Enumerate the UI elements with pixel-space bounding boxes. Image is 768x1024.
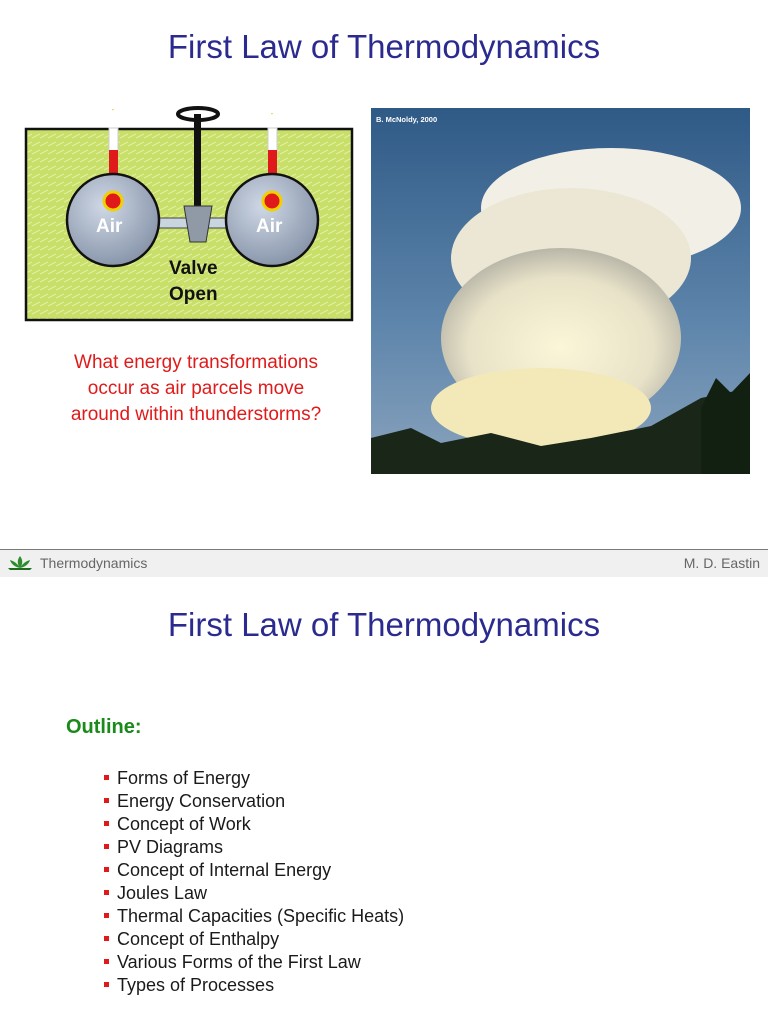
footer-author: M. D. Eastin	[683, 555, 760, 571]
bullet-icon	[104, 913, 109, 918]
valve-label-line2: Open	[169, 284, 218, 305]
footer-bar	[0, 549, 768, 577]
slide-2	[0, 578, 768, 1024]
bullet-icon	[104, 775, 109, 780]
bullet-icon	[104, 798, 109, 803]
svg-text:-: -	[111, 105, 115, 114]
list-item: Various Forms of the First Law	[104, 951, 404, 974]
bullet-icon	[104, 844, 109, 849]
slide-title: First Law of Thermodynamics	[167, 606, 601, 643]
list-item: Forms of Energy	[104, 767, 404, 790]
thunderstorm-photo	[371, 108, 750, 474]
bullet-icon	[104, 959, 109, 964]
right-air-label: Air	[256, 216, 283, 237]
bullet-icon	[104, 867, 109, 872]
outline-heading: Outline:	[66, 716, 142, 738]
outline-list	[104, 767, 404, 997]
question-text: What energy transformations occur as air parcels move around within thunderstorms?	[70, 352, 322, 425]
list-item: Concept of Internal Energy	[104, 859, 404, 882]
bullet-icon	[104, 890, 109, 895]
list-item: Types of Processes	[104, 974, 404, 997]
list-item: Concept of Enthalpy	[104, 928, 404, 951]
slide-title: First Law of Thermodynamics	[167, 28, 601, 65]
bullet-icon	[104, 821, 109, 826]
list-item: Joules Law	[104, 882, 404, 905]
svg-text:-: -	[270, 109, 274, 118]
list-item: Thermal Capacities (Specific Heats)	[104, 905, 404, 928]
left-air-label: Air	[96, 216, 123, 237]
list-item: Energy Conservation	[104, 790, 404, 813]
valve-label-line1: Valve	[169, 258, 218, 279]
lotus-logo-icon	[6, 554, 34, 572]
photo-credit: B. McNoldy, 2000	[376, 115, 438, 124]
list-item: Concept of Work	[104, 813, 404, 836]
joule-expansion-diagram	[24, 100, 356, 324]
list-item: PV Diagrams	[104, 836, 404, 859]
bullet-icon	[104, 982, 109, 987]
footer-course-title: Thermodynamics	[40, 555, 148, 571]
bullet-icon	[104, 936, 109, 941]
